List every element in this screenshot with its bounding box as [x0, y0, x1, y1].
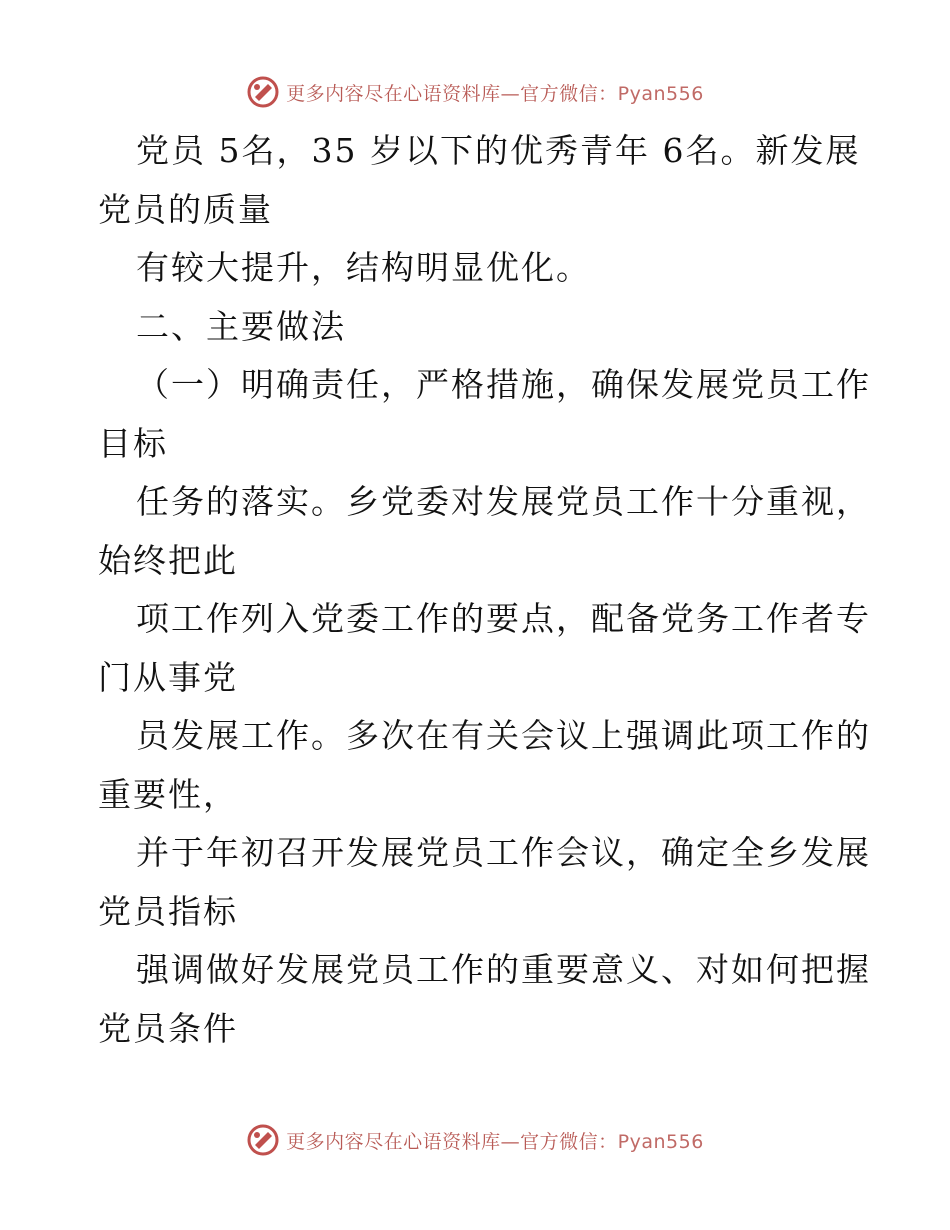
body-line: 党员的质量: [98, 189, 273, 229]
body-line: 目标: [98, 423, 168, 463]
header-wechat-id: Pyan556: [617, 82, 704, 105]
subsection-heading: （一）明确责任，严格措施，确保发展党员工作: [136, 365, 871, 404]
body-line: 党员 5名，35 岁以下的优秀青年 6名。新发展: [136, 131, 861, 170]
body-line: 任务的落实。乡党委对发展党员工作十分重视，: [136, 482, 871, 521]
body-line: 员发展工作。多次在有关会议上强调此项工作的: [136, 716, 871, 755]
body-line: 有较大提升，结构明显优化。: [136, 248, 591, 287]
body-line: 强调做好发展党员工作的重要意义、对如何把握: [136, 950, 871, 989]
body-line: 党员指标: [98, 891, 238, 931]
body-line: 项工作列入党委工作的要点，配备党务工作者专: [136, 599, 871, 638]
red-seal-logo-icon: [246, 75, 280, 109]
footer-banner: [0, 1120, 950, 1160]
document-body: [98, 122, 871, 1058]
footer-wechat-id: Pyan556: [617, 1130, 704, 1153]
red-seal-logo-icon: [246, 1123, 280, 1157]
body-line: 始终把此: [98, 540, 238, 580]
section-heading: 二、主要做法: [136, 306, 346, 346]
header-banner: [0, 72, 950, 112]
body-line: 门从事党: [98, 657, 238, 697]
body-line: 党员条件: [98, 1008, 238, 1048]
body-line: 重要性，: [98, 774, 238, 814]
header-banner-text: 更多内容尽在心语资料库—官方微信：Pyan556: [286, 82, 704, 105]
footer-banner-text: 更多内容尽在心语资料库—官方微信：Pyan556: [286, 1130, 704, 1153]
body-line: 并于年初召开发展党员工作会议，确定全乡发展: [136, 833, 871, 872]
